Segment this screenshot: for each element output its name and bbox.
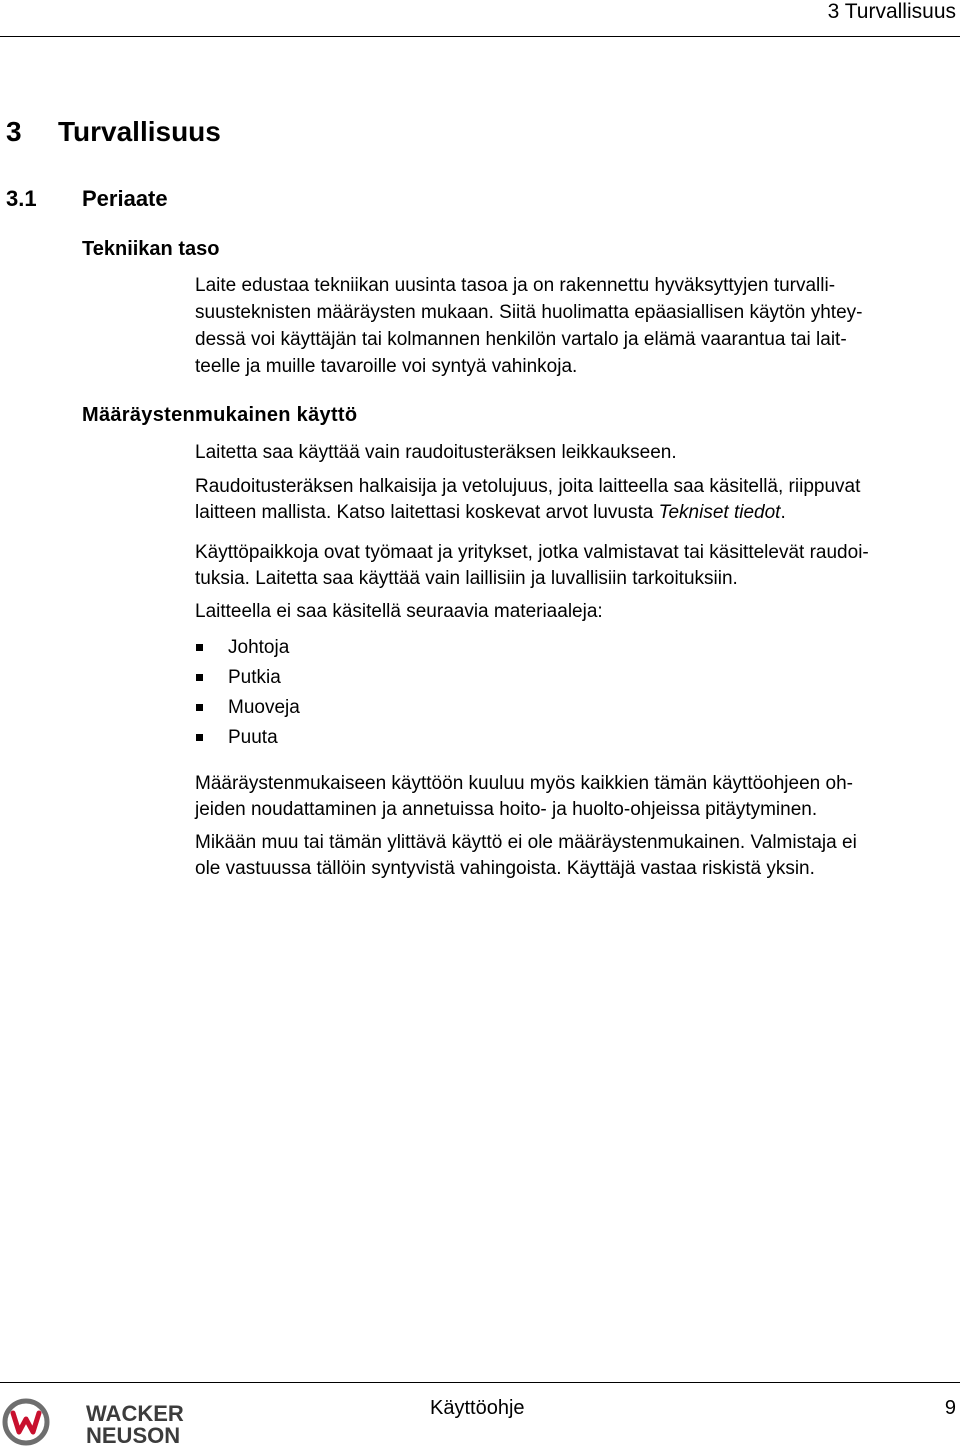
paragraph-line: laitteen mallista. Katso laitettasi koskevat arvot luvusta xyxy=(195,502,659,523)
page-number: 9 xyxy=(944,1397,956,1419)
technical-data-reference: Tekniset tiedot xyxy=(658,502,781,523)
footer-divider xyxy=(0,1382,960,1383)
paragraph-line: dessä voi käyttäjän tai kolmannen henkilön vartalo ja elämä vaarantua tai lait- xyxy=(195,329,847,350)
header-divider xyxy=(0,36,960,37)
chapter-title: Turvallisuus xyxy=(58,116,221,147)
paragraph-line: suusteknisten määräysten mukaan. Siitä huolimatta epäasiallisen käytön yhtey- xyxy=(195,302,863,323)
paragraph-line: ole vastuussa tällöin syntyvistä vahingoista. Käyttäjä vastaa riskistä yksin. xyxy=(195,858,815,879)
list-item-label: Puuta xyxy=(228,727,278,748)
wacker-neuson-logo xyxy=(2,1398,222,1448)
section-heading xyxy=(6,186,168,212)
bullet-square-icon xyxy=(196,674,203,681)
section-number: 3.1 xyxy=(6,186,37,211)
list-item xyxy=(195,663,955,693)
paragraph-line: tuksia. Laitetta saa käyttää vain laillisiin ja luvallisiin tarkoituksiin. xyxy=(195,568,738,589)
wacker-neuson-emblem-icon xyxy=(5,1401,47,1443)
paragraph-line: teelle ja muille tavaroille voi syntyä vahinkoja. xyxy=(195,356,578,377)
logo-wordmark-top: WACKER xyxy=(86,1401,184,1426)
list-item xyxy=(195,723,955,753)
intended-use-paragraph-6 xyxy=(195,830,955,882)
intended-use-paragraph-2 xyxy=(195,474,955,526)
intended-use-paragraph-1: Laitetta saa käyttää vain raudoitusteräksen leikkaukseen. xyxy=(195,442,677,463)
intended-use-heading: Määräystenmukainen käyttö xyxy=(82,404,358,426)
chapter-heading xyxy=(6,116,221,148)
bullet-square-icon xyxy=(196,644,203,651)
intended-use-paragraph-3 xyxy=(195,540,955,592)
logo-wordmark-bottom: NEUSON xyxy=(86,1423,181,1448)
list-item xyxy=(195,633,955,663)
paragraph-line: Raudoitusteräksen halkaisija ja vetolujuus, joita laitteella saa käsitellä, riippuvat xyxy=(195,476,861,497)
paragraph-line: Käyttöpaikkoja ovat työmaat ja yritykset, jotka valmistavat tai käsittelevät raudoi- xyxy=(195,542,869,563)
paragraph-line: jeiden noudattaminen ja annetuissa hoito- ja huolto-ohjeissa pitäytyminen. xyxy=(195,799,818,820)
list-item-label: Muoveja xyxy=(228,697,300,718)
materials-list xyxy=(195,633,955,753)
paragraph-line: Määräystenmukaiseen käyttöön kuuluu myös kaikkien tämän käyttöohjeen oh- xyxy=(195,773,853,794)
section-title: Periaate xyxy=(82,186,168,211)
sentence-end: . xyxy=(780,502,786,523)
list-item-label: Johtoja xyxy=(228,637,290,658)
tech-level-heading: Tekniikan taso xyxy=(82,238,220,260)
intended-use-paragraph-5 xyxy=(195,771,955,823)
list-item xyxy=(195,693,955,723)
bullet-square-icon xyxy=(196,704,203,711)
footer-doc-type: Käyttöohje xyxy=(430,1397,525,1419)
tech-level-paragraph xyxy=(195,272,955,380)
bullet-square-icon xyxy=(196,734,203,741)
intended-use-content xyxy=(195,440,955,882)
paragraph-line: Laite edustaa tekniikan uusinta tasoa ja on rakennettu hyväksyttyjen turvalli- xyxy=(195,275,836,296)
list-item-label: Putkia xyxy=(228,667,281,688)
running-header-title: 3 Turvallisuus xyxy=(827,0,956,23)
materials-intro: Laitteella ei saa käsitellä seuraavia materiaaleja: xyxy=(195,601,603,622)
paragraph-line: Mikään muu tai tämän ylittävä käyttö ei ole määräystenmukainen. Valmistaja ei xyxy=(195,832,857,853)
chapter-number: 3 xyxy=(6,116,22,147)
